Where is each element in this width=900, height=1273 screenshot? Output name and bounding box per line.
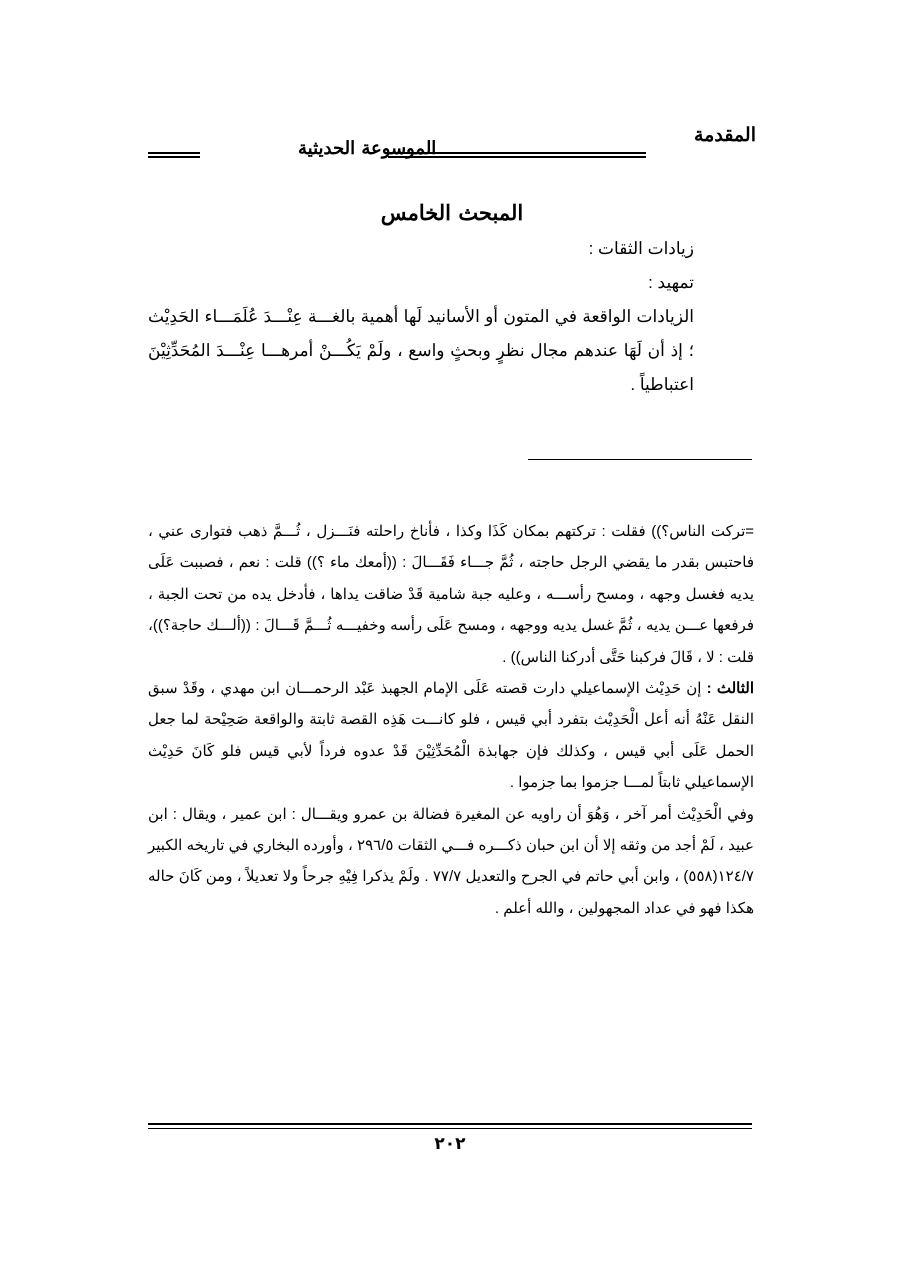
main-text: [148, 232, 754, 402]
subheading-additions: زيادات الثقات :: [588, 239, 694, 258]
footnote-text: [148, 516, 754, 924]
header-rule-short: [148, 152, 200, 158]
chapter-title: المقدمة: [693, 124, 756, 146]
subheading-intro: تمهيد :: [648, 273, 694, 292]
intro-paragraph: الزيادات الواقعة في المتون أو الأسانيد لَها أهمية بالغـــة عِنْـــدَ عُلَمَـــاء الحَدِيْث ؛ إذ أن لَهَا عندهم مجال نظرٍ وبحثٍ واسع ، ولَمْ يَكُـــنْ أمرهـــا عِنْـــدَ المُحَدِّثِيْنَ اعتباطياً .: [148, 307, 694, 394]
footer-rule-thin: [148, 1128, 752, 1129]
book-title: الموسوعة الحديثية: [298, 138, 437, 159]
footnote-paragraph-2: [148, 673, 754, 799]
header-rule-long: [388, 152, 646, 158]
footnote-divider: [528, 459, 752, 460]
page-number: ٢٠٢: [434, 1134, 466, 1154]
third-label: الثالث :: [706, 680, 754, 698]
section-title: المبحث الخامس: [380, 200, 524, 225]
page-header: [148, 118, 756, 170]
footnote-paragraph-1: =تركت الناس؟)) فقلت : تركتهم بمكان كَذَا وكذا ، فأناخ راحلته فنَـــزل ، ثُـــمَّ ذهب فتوارى عني ، فاحتبس بقدر ما يقضي الرجل حاجته ، ثُمَّ جـــاء فَقَـــالَ : ((أمعك ماء ؟)) قلت : نعم ، فصببت عَلَى يديه فغسل وجهه ، ومسح رأســـه ، وعليه جبة شامية قَدْ ضاقت يداها ، فأدخل يده من تحت الجبة ، فرفعها عـــن يديه ، ثُمَّ غسل يديه ووجهه ، ومسح عَلَى رأسه وخفيـــه ثُـــمَّ قَـــالَ : ((ألـــك حاجة؟))، قلت : لا ، قَالَ فركبنا حَتَّى أدركنا الناس)) .: [148, 523, 754, 666]
third-text: إن حَدِيْث الإسماعيلي دارت قصته عَلَى الإمام الجهبذ عَبْد الرحمـــان ابن مهدي ، وقَدْ سبق النقل عَنْهُ أنه أعل الْحَدِيْث بتفرد أبي قيس ، فلو كانـــت هَذِه القصة ثابتة والواقعة صَحِيْحة لما جعل الحمل عَلَى أبي قيس ، وكذلك فإن جهابذة الْمُحَدِّثِيْنَ قَدْ عدوه فرداً لأبي قيس فلو كَانَ حَدِيْث الإسماعيلي ثابتاً لمـــا جزموا بما جزموا .: [148, 680, 754, 792]
footer-rule-thick: [148, 1123, 752, 1125]
footnote-paragraph-3: وفي الْحَدِيْث أمر آخر ، وَهُوَ أن راويه عن المغيرة فضالة بن عمرو ويقـــال : ابن عمير ، ويقال : ابن عبيد ، لَمْ أجد من وثقه إلا أن ابن حبان ذكـــره فـــي الثقات ٢٩٦/٥ ، وأورده البخاري في تاريخه الكبير ١٢٤/٧(٥٥٨) ، وابن أبي حاتم في الجرح والتعديل ٧٧/٧ . ولَمْ يذكرا فِيْهِ جرحاً ولا تعديلاً ، ومن كَانَ حاله هكذا فهو في عداد المجهولين ، والله أعلم .: [148, 805, 754, 917]
